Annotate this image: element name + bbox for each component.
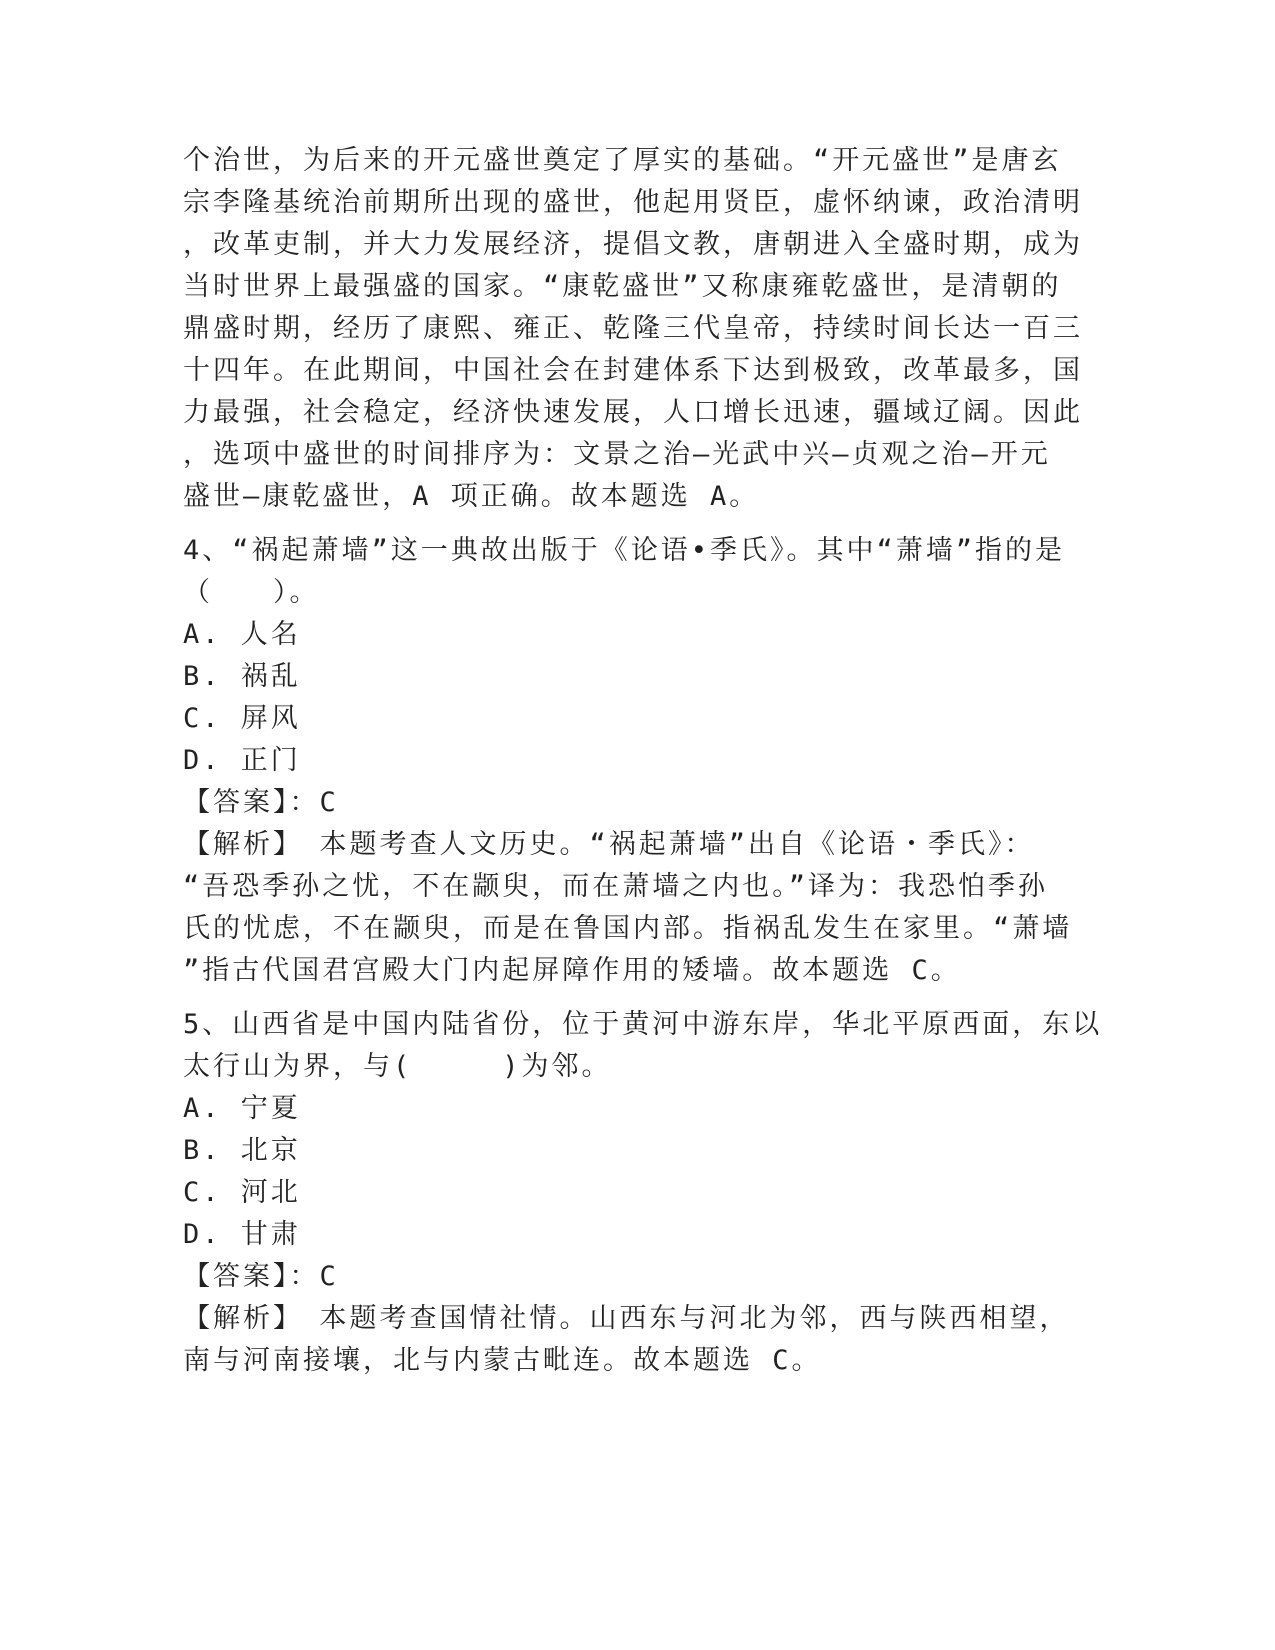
text-line: 十四年。在此期间，中国社会在封建体系下达到极致，改革最多，国 [183,355,1083,386]
document-content [183,140,1103,1382]
text-line: ，选项中盛世的时间排序为：文景之治—光武中兴—贞观之治—开元 [183,439,1051,470]
spacer [183,518,1063,530]
answer: 【答案】：C [183,1261,339,1292]
question-stem: （ ）。 [183,577,320,608]
analysis-line: “吾恐季孙之忧，不在颛臾，而在萧墙之内也。”译为：我恐怕季孙 [183,871,1049,902]
analysis-line: 【解析】 本题考查国情社情。山西东与河北为邻，西与陕西相望， [183,1303,1070,1334]
question-5 [183,1004,1103,1382]
text-line: 宗李隆基统治前期所出现的盛世，他起用贤臣，虚怀纳谏，政治清明 [183,187,1083,218]
option-a: A. 人名 [183,619,301,650]
option-b: B. 北京 [183,1135,301,1166]
analysis-line: 南与河南接壤，北与内蒙古毗连。故本题选 C。 [183,1345,822,1376]
prev-explanation [183,140,1083,518]
analysis-line: 氏的忧虑，不在颛臾，而是在鲁国内部。指祸乱发生在家里。“萧墙 [183,913,1073,944]
option-c: C. 屏风 [183,703,301,734]
text-line: 盛世—康乾盛世，A 项正确。故本题选 A。 [183,481,760,512]
option-d: D. 正门 [183,745,301,776]
question-stem: 4、“祸起萧墙”这一典故出版于《论语•季氏》。其中“萧墙”指的是 [183,535,1066,566]
option-d: D. 甘肃 [183,1219,301,1250]
question-4 [183,530,1073,992]
text-line: 力最强，社会稳定，经济快速发展，人口增长迅速，疆域辽阔。因此 [183,397,1083,428]
option-b: B. 祸乱 [183,661,301,692]
text-line: 个治世，为后来的开元盛世奠定了厚实的基础。“开元盛世”是唐玄 [183,145,1062,176]
text-line: 当时世界上最强盛的国家。“康乾盛世”又称康雍乾盛世，是清朝的 [183,271,1062,302]
answer: 【答案】：C [183,787,339,818]
question-stem: 太行山为界，与( )为邻。 [183,1051,612,1082]
analysis-line: 【解析】 本题考查人文历史。“祸起萧墙”出自《论语・季氏》： [183,829,1035,860]
analysis-line: ”指古代国君宫殿大门内起屏障作用的矮墙。故本题选 C。 [183,955,961,986]
option-c: C. 河北 [183,1177,301,1208]
text-line: ，改革吏制，并大力发展经济，提倡文教，唐朝进入全盛时期，成为 [183,229,1083,260]
text-line: 鼎盛时期，经历了康熙、雍正、乾隆三代皇帝，持续时间长达一百三 [183,313,1083,344]
question-stem: 5、山西省是中国内陆省份，位于黄河中游东岸，华北平原西面，东以 [183,1009,1103,1040]
option-a: A. 宁夏 [183,1093,301,1124]
spacer [183,992,1063,1004]
